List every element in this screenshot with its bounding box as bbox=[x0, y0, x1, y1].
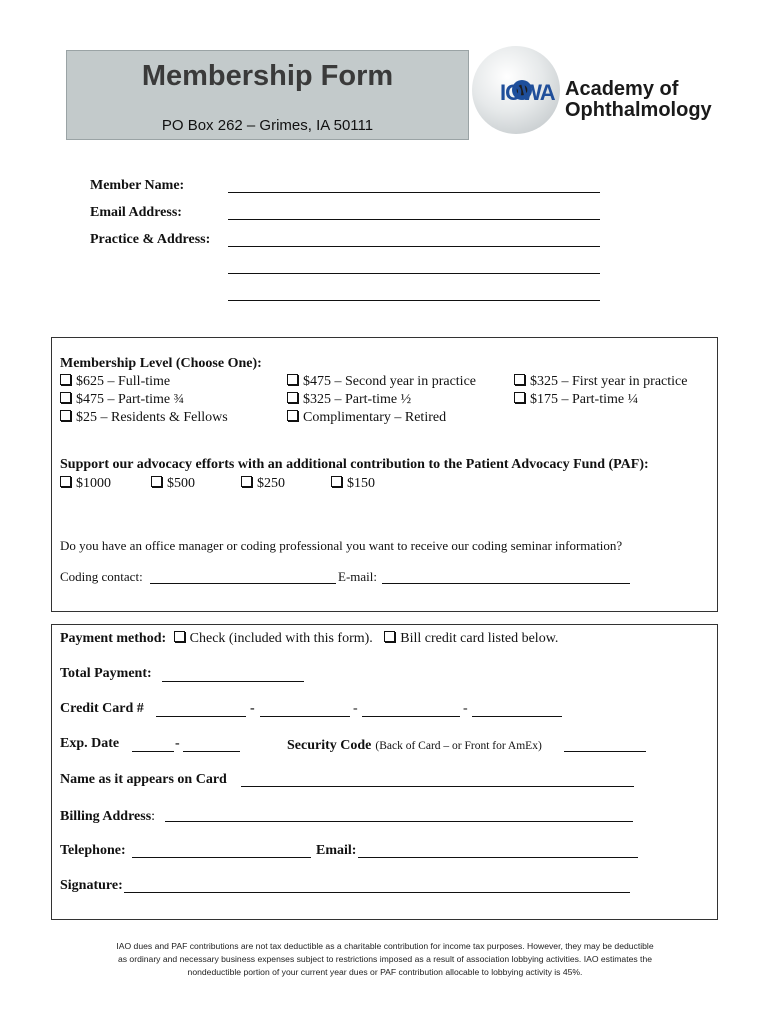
card-number-field-2[interactable] bbox=[260, 716, 350, 717]
practice-address-label: Practice & Address: bbox=[90, 232, 211, 247]
exp-dash: - bbox=[175, 736, 180, 751]
paf-option-250[interactable]: $250 bbox=[241, 476, 285, 492]
checkbox-icon[interactable] bbox=[287, 392, 298, 403]
option-second-year[interactable]: $475 – Second year in practice bbox=[287, 374, 476, 390]
check-option[interactable]: Check (included with this form). bbox=[189, 631, 373, 646]
card-number-field-3[interactable] bbox=[362, 716, 460, 717]
card-dash: - bbox=[353, 701, 358, 716]
checkbox-icon[interactable] bbox=[287, 374, 298, 385]
checkbox-icon[interactable] bbox=[60, 410, 71, 421]
advocacy-heading: Support our advocacy efforts with an additional contribution to the Patient Advocacy Fund (PAF): bbox=[60, 457, 649, 472]
member-name-field[interactable] bbox=[228, 192, 600, 193]
security-code-note: (Back of Card – or Front for AmEx) bbox=[375, 740, 542, 752]
checkbox-icon[interactable] bbox=[60, 374, 71, 385]
coding-contact-label: Coding contact: bbox=[60, 569, 143, 584]
option-first-year[interactable]: $325 – First year in practice bbox=[514, 374, 687, 390]
option-complimentary-retired[interactable]: Complimentary – Retired bbox=[287, 410, 446, 426]
card-name-label: Name as it appears on Card bbox=[60, 772, 227, 787]
checkbox-icon[interactable] bbox=[60, 476, 71, 487]
billing-address-field[interactable] bbox=[165, 821, 633, 822]
option-part-time-quarter[interactable]: $175 – Part-time ¼ bbox=[514, 392, 638, 408]
paf-option-500[interactable]: $500 bbox=[151, 476, 195, 492]
tax-disclaimer bbox=[60, 940, 710, 979]
membership-level-heading: Membership Level (Choose One): bbox=[60, 356, 262, 371]
coding-email-label: E-mail: bbox=[338, 569, 377, 584]
paf-option-150[interactable]: $150 bbox=[331, 476, 375, 492]
billing-address-label: Billing Address bbox=[60, 809, 152, 824]
checkbox-icon[interactable] bbox=[151, 476, 162, 487]
checkbox-icon[interactable] bbox=[287, 410, 298, 421]
security-code-row bbox=[287, 736, 542, 754]
total-payment-field[interactable] bbox=[162, 681, 304, 682]
email-label: Email Address: bbox=[90, 205, 182, 220]
card-dash: - bbox=[463, 701, 468, 716]
card-number-field-4[interactable] bbox=[472, 716, 562, 717]
mailing-address: PO Box 262 – Grimes, IA 50111 bbox=[161, 117, 374, 134]
exp-year-field[interactable] bbox=[183, 751, 240, 752]
option-part-time-three-quarter[interactable]: $475 – Part-time ¾ bbox=[60, 392, 184, 408]
practice-address-field-2[interactable] bbox=[228, 273, 600, 274]
card-dash: - bbox=[250, 701, 255, 716]
practice-address-field-3[interactable] bbox=[228, 300, 600, 301]
checkbox-icon[interactable] bbox=[384, 631, 395, 642]
header-banner bbox=[66, 50, 469, 140]
card-number-field-1[interactable] bbox=[156, 716, 246, 717]
exp-month-field[interactable] bbox=[132, 751, 174, 752]
billing-address-row bbox=[60, 807, 155, 825]
option-part-time-half[interactable]: $325 – Part-time ½ bbox=[287, 392, 411, 408]
exp-date-label: Exp. Date bbox=[60, 736, 120, 751]
telephone-field[interactable] bbox=[132, 857, 311, 858]
coding-email-field[interactable] bbox=[382, 583, 630, 584]
paf-option-1000[interactable]: $1000 bbox=[60, 476, 111, 492]
logo-iowa-text: IOWA bbox=[500, 80, 555, 105]
checkbox-icon[interactable] bbox=[60, 392, 71, 403]
checkbox-icon[interactable] bbox=[241, 476, 252, 487]
card-name-field[interactable] bbox=[241, 786, 634, 787]
checkbox-icon[interactable] bbox=[174, 631, 185, 642]
disclaimer-line-1: IAO dues and PAF contributions are not tax deductible as a charitable contribution for income tax purposes. However, they may be deductible bbox=[116, 941, 654, 951]
payment-email-field[interactable] bbox=[358, 857, 638, 858]
signature-field[interactable] bbox=[124, 892, 630, 893]
checkbox-icon[interactable] bbox=[514, 392, 525, 403]
credit-card-option[interactable]: Bill credit card listed below. bbox=[400, 631, 559, 646]
member-name-label: Member Name: bbox=[90, 178, 185, 193]
credit-card-label: Credit Card # bbox=[60, 701, 144, 716]
coding-contact-field[interactable] bbox=[150, 583, 336, 584]
disclaimer-line-2: as ordinary and necessary business expenses subject to restrictions imposed as a result of association lobbying activities. IAO estimates the bbox=[117, 954, 653, 964]
total-payment-label: Total Payment: bbox=[60, 666, 152, 681]
security-code-field[interactable] bbox=[564, 751, 646, 752]
coding-question: Do you have an office manager or coding professional you want to receive our coding seminar information? bbox=[60, 538, 623, 553]
disclaimer-line-3: nondeductible portion of your current year dues or PAF contribution allocable to lobbying activity is 45%. bbox=[187, 967, 583, 977]
logo-line-1: Academy of bbox=[565, 78, 679, 100]
email-field[interactable] bbox=[228, 219, 600, 220]
billing-colon: : bbox=[151, 809, 156, 824]
signature-label: Signature: bbox=[60, 878, 123, 893]
checkbox-icon[interactable] bbox=[331, 476, 342, 487]
logo-line-2: Ophthalmology bbox=[565, 99, 712, 121]
payment-method-label: Payment method: bbox=[60, 631, 167, 646]
checkbox-icon[interactable] bbox=[514, 374, 525, 385]
option-residents-fellows[interactable]: $25 – Residents & Fellows bbox=[60, 410, 228, 426]
page-title: Membership Form bbox=[141, 60, 394, 92]
option-full-time[interactable]: $625 – Full-time bbox=[60, 374, 170, 390]
payment-method-row bbox=[60, 631, 558, 647]
logo-org-name bbox=[565, 79, 712, 121]
payment-email-label: Email: bbox=[316, 843, 357, 858]
telephone-label: Telephone: bbox=[60, 843, 126, 858]
security-code-label: Security Code bbox=[287, 738, 372, 753]
practice-address-field-1[interactable] bbox=[228, 246, 600, 247]
